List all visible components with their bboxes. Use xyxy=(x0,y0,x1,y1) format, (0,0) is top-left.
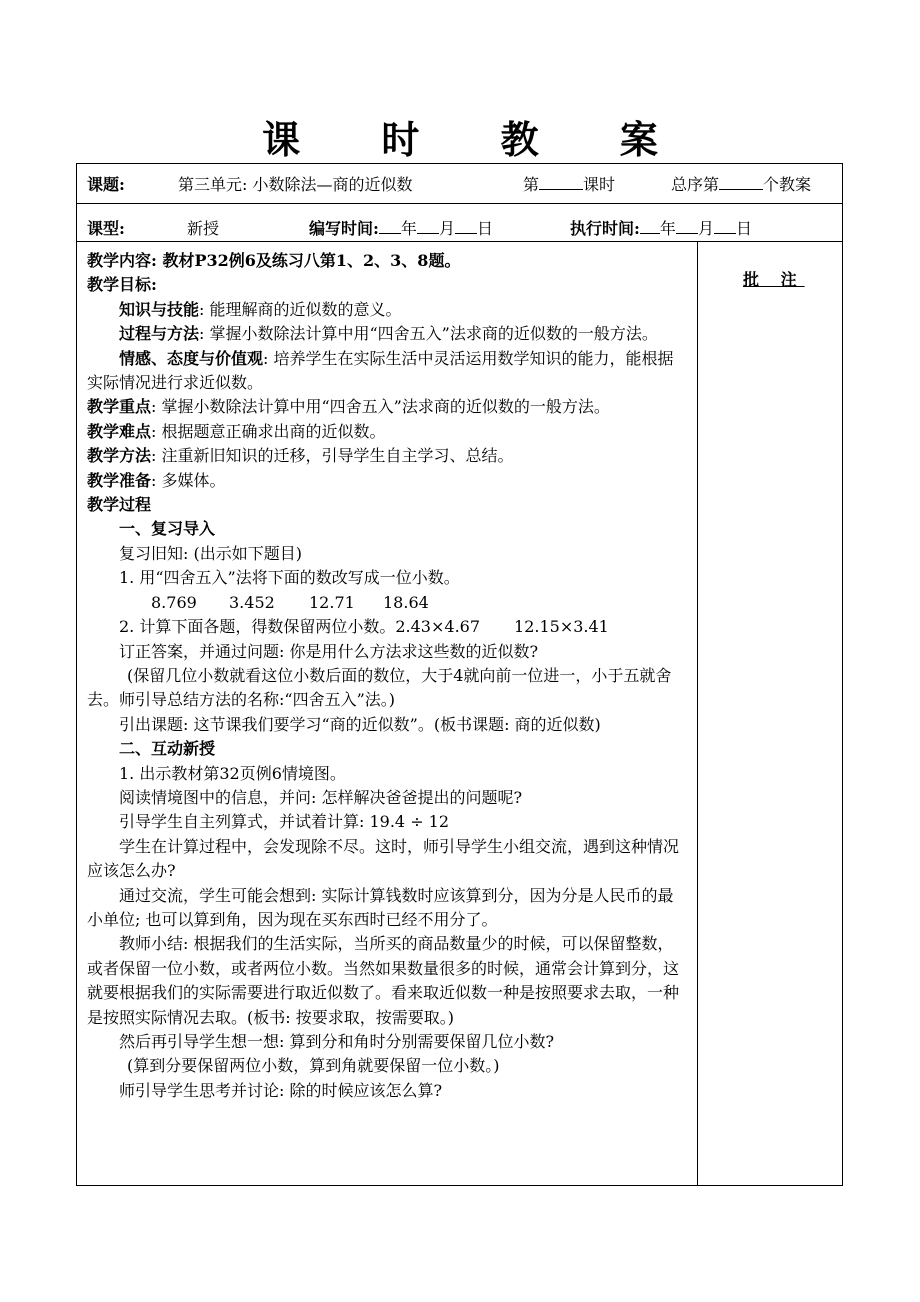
paragraph: 然后再引导学生想一想: 算到分和角时分别需要保留几位小数? xyxy=(119,1032,555,1051)
number-item: 12.71 xyxy=(309,592,355,612)
paragraph: 阅读情境图中的信息，并问: 怎样解决爸爸提出的问题呢? xyxy=(119,787,523,807)
executed-time xyxy=(570,216,752,239)
sequence-prefix: 总序第 xyxy=(671,175,720,194)
rule-explanation: (保留几位小数就看这位小数后面的数位，大于4就向前一位进一，小于五就舍去。师引导总结方法的名称:“四舍五入”法。) xyxy=(87,665,672,710)
preparation xyxy=(87,469,687,493)
process-text: : 掌握小数除法计算中用“四舍五入”法求商的近似数的一般方法。 xyxy=(199,324,658,344)
day-label: 日 xyxy=(476,219,493,238)
sequence-blank xyxy=(719,172,763,190)
written-time xyxy=(309,216,493,239)
lesson-number xyxy=(523,172,615,195)
type-value: 新授 xyxy=(187,219,220,238)
year-label: 年 xyxy=(659,219,676,238)
lesson-plan-table xyxy=(76,163,843,1186)
objective-emotion xyxy=(87,347,687,396)
blank xyxy=(417,216,439,234)
knowledge-text: : 能理解商的近似数的意义。 xyxy=(199,299,402,319)
method-label: 教学方法 xyxy=(87,446,152,466)
difficulty xyxy=(87,420,687,444)
month-label: 月 xyxy=(697,219,714,238)
question-2 xyxy=(87,615,687,639)
day-label: 日 xyxy=(735,219,752,238)
blank xyxy=(640,216,660,234)
paragraph: 师引导学生思考并讨论: 除的时候应该怎么算? xyxy=(119,1080,443,1100)
paragraph: 1. 出示教材第32页例6情境图。 xyxy=(119,763,346,783)
key-text: : 掌握小数除法计算中用“四舍五入”法求商的近似数的一般方法。 xyxy=(151,397,610,417)
key-point xyxy=(87,395,687,419)
paragraph: 通过交流，学生可能会想到: 实际计算钱数时应该算到分，因为分是人民币的最小单位; 也可以算到角，因为现在买东西时已经不用分了。 xyxy=(87,885,674,929)
process-heading: 教学过程 xyxy=(87,495,152,515)
process-label: 过程与方法 xyxy=(119,324,200,344)
prep-label: 教学准备 xyxy=(87,470,152,490)
objectives-heading: 教学目标: xyxy=(87,275,157,295)
section-2-heading: 二、互动新授 xyxy=(119,739,216,759)
paragraph: 学生在计算过程中，会发现除不尽。这时，师引导学生小组交流，遇到这种情况应该怎么办? xyxy=(87,836,680,881)
question-2-expr: 12.15×3.41 xyxy=(514,617,609,637)
question-1: 1. 用“四舍五入”法将下面的数改写成一位小数。 xyxy=(119,568,460,588)
annotation-column-label: 批 注 xyxy=(743,270,805,289)
document-title: 课 时 教 案 xyxy=(262,118,692,162)
key-label: 教学重点 xyxy=(87,397,152,417)
topic-value: 第三单元: 小数除法—商的近似数 xyxy=(178,175,413,194)
sequence-number xyxy=(671,172,811,195)
column-divider xyxy=(697,241,698,1185)
emotion-label: 情感、态度与价值观 xyxy=(119,348,264,368)
paragraph: 引导学生自主列算式，并试着计算: 19.4 ÷ 12 xyxy=(119,812,450,832)
topic-label: 课题: xyxy=(87,175,125,194)
blank xyxy=(379,216,401,234)
blank xyxy=(714,216,736,234)
difficulty-text: : 根据题意正确求出商的近似数。 xyxy=(151,421,386,441)
lead-in: 引出课题: 这节课我们要学习“商的近似数”。(板书课题: 商的近似数) xyxy=(119,714,601,734)
objective-process xyxy=(87,322,687,346)
written-label: 编写时间: xyxy=(309,219,379,238)
review-intro: 复习旧知: (出示如下题目) xyxy=(119,543,302,563)
prep-text: : 多媒体。 xyxy=(151,470,226,490)
sequence-suffix: 个教案 xyxy=(763,175,812,194)
lesson-blank xyxy=(539,172,583,190)
correct-answers: 订正答案，并通过问题: 你是用什么方法求这些数的近似数? xyxy=(119,641,539,661)
blank xyxy=(676,216,698,234)
question-2-text: 2. 计算下面各题，得数保留两位小数。2.43×4.67 xyxy=(119,617,481,637)
method-text: : 注重新旧知识的迁移，引导学生自主学习、总结。 xyxy=(151,446,514,466)
blank xyxy=(455,216,477,234)
month-label: 月 xyxy=(438,219,455,238)
paragraph: (算到分要保留两位小数，算到角就要保留一位小数。) xyxy=(127,1056,500,1076)
year-label: 年 xyxy=(400,219,417,238)
row-divider xyxy=(77,241,842,242)
lesson-suffix: 课时 xyxy=(583,175,616,194)
teaching-content: 教学内容: 教材P32例6及练习八第1、2、3、8题。 xyxy=(87,251,461,270)
type-label: 课型: xyxy=(87,219,125,238)
difficulty-label: 教学难点 xyxy=(87,421,152,441)
objective-knowledge xyxy=(87,298,687,322)
number-item: 8.769 xyxy=(151,592,197,612)
row-divider xyxy=(77,203,842,204)
question-1-numbers xyxy=(87,591,687,615)
knowledge-label: 知识与技能 xyxy=(119,299,200,319)
section-1-heading: 一、复习导入 xyxy=(119,519,216,539)
emotion-text: : 培养学生在实际生活中灵活运用数学知识的能力，能根据实际情况进行求近似数。 xyxy=(87,348,674,393)
executed-label: 执行时间: xyxy=(570,219,640,238)
lesson-content xyxy=(87,249,687,1103)
number-item: 3.452 xyxy=(229,592,275,612)
lesson-prefix: 第 xyxy=(523,175,540,194)
method xyxy=(87,444,687,468)
paragraph: 教师小结: 根据我们的生活实际，当所买的商品数量少的时候，可以保留整数，或者保留一位小数，或者两位小数。当然如果数量很多的时候，通常会计算到分，这就要根据我们的实际需要进行取近似数了。看来取近似数一种是按照要求去取，一种是按照实际情况去取。(板书: 按要求取，按需要取。) xyxy=(87,934,680,1027)
number-item: 18.64 xyxy=(383,592,429,612)
